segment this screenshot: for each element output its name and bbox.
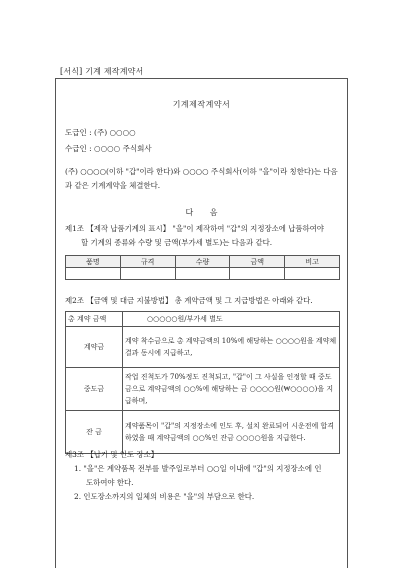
items-header-note: 비고 (285, 256, 340, 268)
items-cell (285, 268, 340, 280)
items-cell (175, 268, 230, 280)
items-table-row (66, 268, 340, 280)
items-cell (230, 268, 285, 280)
payment-row-text: 계약 착수금으로 총 계약금액의 10%에 해당하는 ○○○○원을 계약체결과 동시에 지급하고, (123, 327, 340, 368)
article-2-heading: 제2조 【금액 및 대금 지불방법】 총 계약금액 및 그 지급방법은 아래와 같다. (65, 296, 313, 305)
center-heading: 다 음 (185, 208, 218, 217)
intro-paragraph: (주) ○○○○(이하 "갑"이라 한다)와 ○○○○ 주식회사(이하 "을"이라 칭한다)는 다음과 같은 기계계약을 체결한다. (65, 167, 338, 190)
article-3-heading: 제3조 【납기 및 인도 장소】 (65, 450, 159, 459)
items-header-amount: 금액 (230, 256, 285, 268)
payment-row (66, 368, 340, 411)
payment-row-label: 잔 금 (66, 411, 123, 454)
payment-total-row (66, 312, 340, 327)
payment-row-text: 계약품목이 "갑"의 지정장소에 인도 후, 설치 완료되어 시운전에 합격하였을 때 계약금액의 ○○%인 잔금 ○○○○원을 지급한다. (123, 411, 340, 454)
items-header-name: 품명 (66, 256, 121, 268)
article-3-item (74, 490, 340, 504)
payment-row (66, 327, 340, 368)
contract-title: 기계제작계약서 (172, 100, 231, 109)
items-table-header-row (66, 256, 340, 268)
total-label: 총 계약 금액 (66, 312, 123, 327)
payment-table (65, 311, 340, 454)
items-cell (120, 268, 175, 280)
article-3 (65, 448, 343, 462)
items-table (65, 255, 340, 280)
article-3-item (74, 462, 340, 489)
article-1 (65, 222, 343, 249)
contractor-line: 수급인 : ○○○○ 주식회사 (65, 144, 152, 153)
contract-frame (55, 78, 348, 568)
document-label: [서식] 기계 제작계약서 (60, 67, 144, 76)
total-value: ○○○○○원/부가세 별도 (123, 312, 340, 327)
payment-row-label: 중도금 (66, 368, 123, 411)
article-1-continuation: 할 기계의 종류와 수량 및 금액(부가세 별도)는 다음과 같다. (81, 237, 273, 247)
orderer-line: 도급인 : (주) ○○○○ (65, 128, 136, 137)
article-2 (65, 294, 343, 308)
payment-row-text: 작업 진척도가 70%정도 진척되고, "갑"이 그 사실을 인정할 때 중도금으로 계약금액의 ○○%에 해당하는 금 ○○○○원(₩○○○○)을 지급하며, (123, 368, 340, 411)
article-3-item-text: 1. "을"은 계약품목 전부를 발주일로부터 ○○일 이내에 "갑"의 지정장소에 인 (74, 464, 322, 473)
items-header-qty: 수량 (175, 256, 230, 268)
article-1-heading: 제1조 【제작 납품기계의 표시】 "을"이 제작하여 "갑"의 지정장소에 납품하여야 (65, 224, 324, 233)
items-header-spec: 규격 (120, 256, 175, 268)
article-3-item-continuation: 도하여야 한다. (86, 477, 134, 487)
items-cell (66, 268, 121, 280)
payment-row-label: 계약금 (66, 327, 123, 368)
article-3-item-text: 2. 인도장소까지의 일체의 비용은 "을"의 부담으로 한다. (74, 492, 255, 501)
